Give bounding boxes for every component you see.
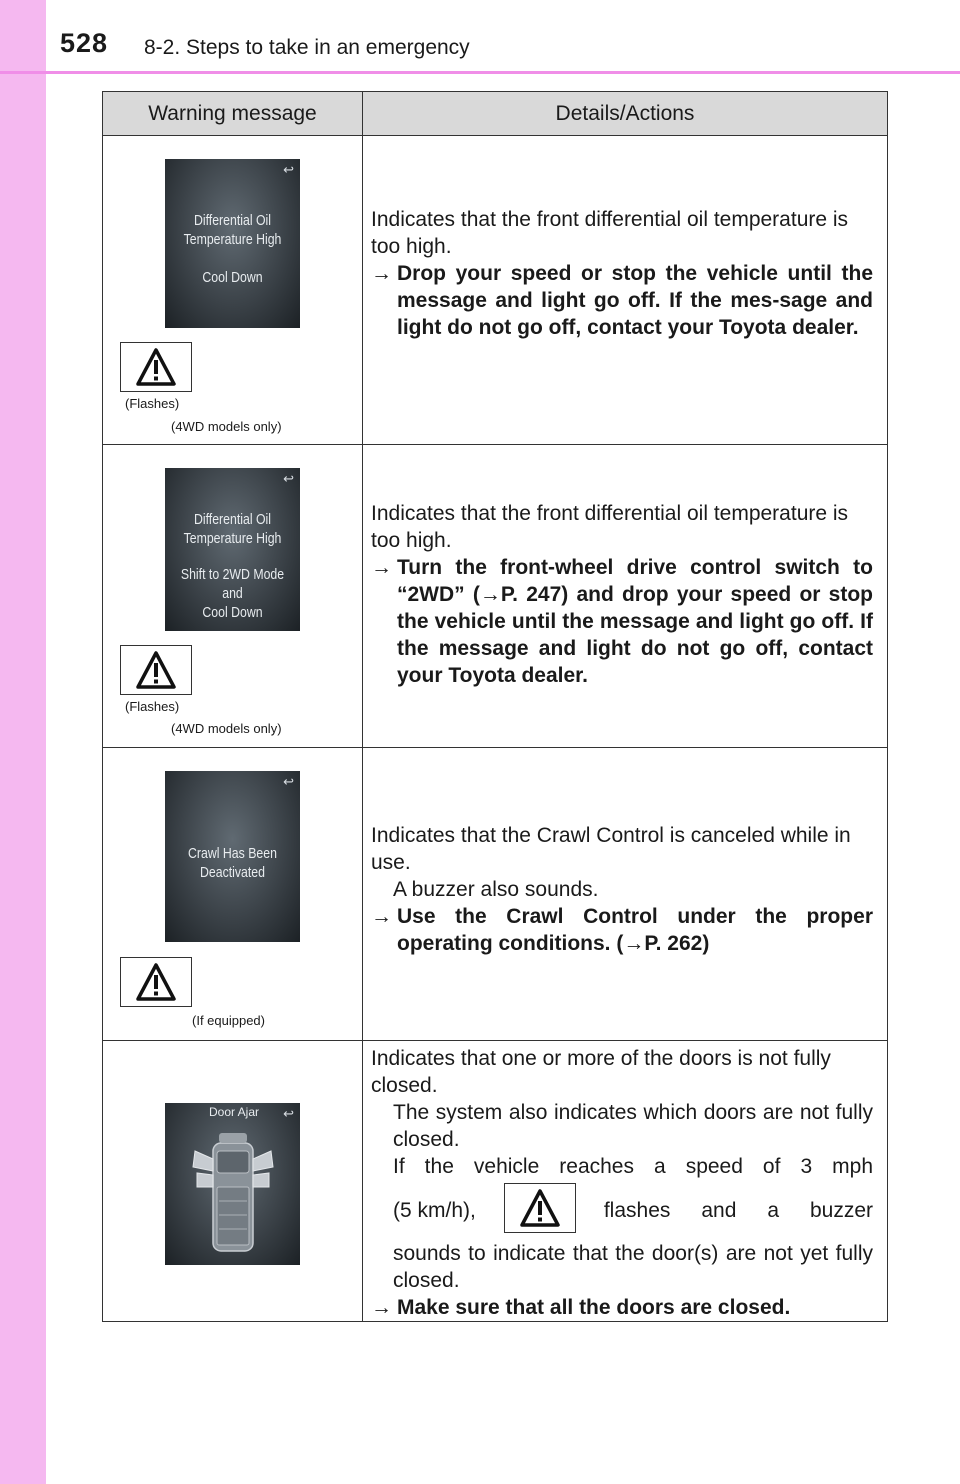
warning-triangle-icon: [135, 962, 177, 1002]
header-divider: [0, 71, 960, 74]
details-cell: [363, 136, 887, 444]
action-text: Use the Crawl Control under the proper operating conditions. (→P. 262): [397, 905, 873, 955]
warning-cell: [103, 445, 363, 747]
return-arrow-icon: ↩: [283, 774, 294, 789]
warning-triangle-icon: [519, 1188, 561, 1228]
speed-note: If the vehicle reaches a speed of 3 mph: [393, 1155, 873, 1178]
speed-note-cont: (5 km/h), flashes and a buzzer: [371, 1180, 873, 1240]
details-cell: [363, 748, 887, 1040]
warning-table: [102, 91, 888, 1322]
warning-cell: [103, 1041, 363, 1321]
action-text: Drop your speed or stop the vehicle until the message and light go off. If the mes-sage and light do not go off, contact your Toyota dealer.: [397, 262, 873, 339]
details-text: [371, 1045, 873, 1321]
flashes-note: (Flashes): [125, 396, 180, 411]
model-note: (4WD models only): [171, 721, 282, 736]
action-text: Turn the front-wheel drive control switch to “2WD” (→P. 247) and drop your speed or stop the vehicle until the message and light go off. If the message and light do not go off, contact your Toyota dealer.: [397, 556, 873, 687]
buzzer-note: sounds to indicate that the door(s) are not yet fully closed.: [393, 1242, 873, 1292]
equipped-note: (If equipped): [192, 1013, 265, 1028]
screen-message: Differential Oil Temperature High Cool Down: [183, 212, 282, 286]
warning-cell: [103, 136, 363, 444]
table-header: [103, 92, 887, 136]
warning-light-box: [504, 1183, 576, 1233]
screen-message: Crawl Has Been Deactivated: [188, 845, 277, 881]
table-row: [103, 1041, 887, 1322]
column-header-warning: Warning message: [103, 92, 363, 135]
description: Indicates that the front differential oil temperature is too high.: [371, 208, 849, 258]
description: Indicates that the Crawl Control is canceled while in use.: [371, 824, 851, 874]
details-text: [371, 206, 873, 341]
description: Indicates that one or more of the doors is not fully closed.: [371, 1047, 831, 1097]
details-text: [371, 500, 873, 689]
action-line: [371, 903, 873, 957]
arrow-icon: →: [371, 556, 392, 579]
flashes-note: (Flashes): [125, 699, 180, 714]
action-text: Make sure that all the doors are closed.: [397, 1296, 791, 1319]
details-text: [371, 822, 873, 957]
door-note: The system also indicates which doors are not fully closed.: [393, 1101, 873, 1151]
warning-light-box: [120, 342, 192, 392]
arrow-icon: →: [371, 905, 392, 928]
display-screen: [165, 1103, 300, 1265]
screen-message: Differential Oil Temperature High Shift to 2WD Mode and Cool Down: [180, 511, 285, 621]
table-row: [103, 136, 887, 445]
warning-triangle-icon: [135, 347, 177, 387]
section-title: 8-2. Steps to take in an emergency: [144, 36, 470, 59]
action-line: [371, 1294, 873, 1321]
return-arrow-icon: ↩: [283, 1106, 294, 1121]
column-header-details: Details/Actions: [555, 101, 695, 125]
arrow-icon: →: [371, 262, 392, 285]
warning-cell: [103, 748, 363, 1040]
warning-light-box: [120, 957, 192, 1007]
return-arrow-icon: ↩: [283, 162, 294, 177]
return-arrow-icon: ↩: [283, 471, 294, 486]
arrow-icon: →: [371, 1296, 392, 1319]
action-line: [371, 554, 873, 689]
table-row: [103, 445, 887, 748]
car-top-view-icon: [185, 1129, 280, 1259]
display-screen: [165, 159, 300, 328]
table-row: [103, 748, 887, 1041]
display-screen: [165, 771, 300, 942]
warning-light-box: [120, 645, 192, 695]
action-line: [371, 260, 873, 341]
warning-triangle-icon: [135, 650, 177, 690]
screen-title: Door Ajar: [209, 1105, 260, 1119]
side-color-band: [0, 0, 46, 1484]
page-number: 528: [60, 28, 109, 58]
description: Indicates that the front differential oil temperature is too high.: [371, 502, 849, 552]
model-note: (4WD models only): [171, 419, 282, 434]
details-cell: [363, 445, 887, 747]
display-screen: [165, 468, 300, 631]
buzzer-note: A buzzer also sounds.: [393, 878, 599, 901]
details-cell: [363, 1041, 887, 1321]
